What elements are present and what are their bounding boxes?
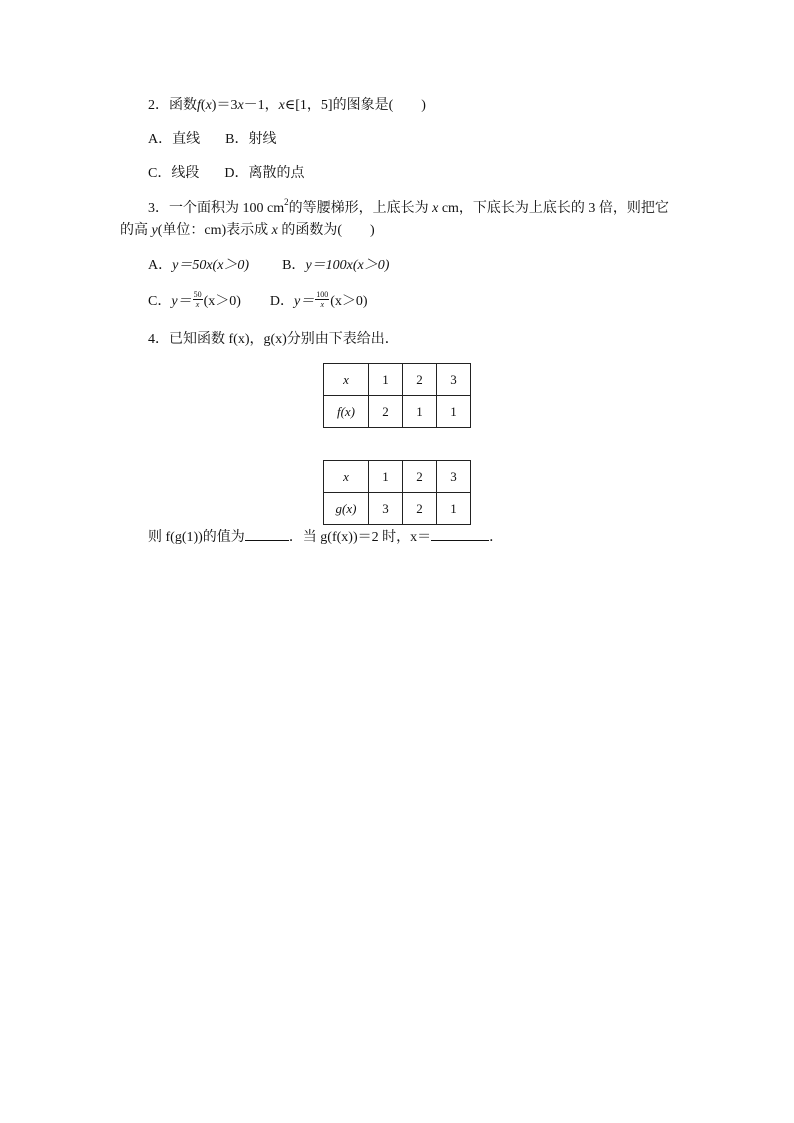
- q2-stem: 2．函数f(x)＝3x－1，x∈[1，5]的图象是( ): [148, 98, 426, 113]
- q2-option-c: C．线段: [148, 166, 200, 181]
- q3-option-a: A．y＝50x(x＞0): [148, 258, 250, 273]
- answer-blank-1[interactable]: [245, 526, 289, 541]
- table-g: [323, 460, 471, 525]
- table-row: x 1 2 3: [324, 364, 471, 396]
- q2-options-ab: [148, 130, 276, 150]
- answer-blank-2[interactable]: [431, 526, 489, 541]
- q4-question: 则 f(g(1))的值为 ．当 g(f(x))＝2 时，x＝ ．: [148, 526, 503, 548]
- q2-option-b: B．射线: [225, 132, 277, 147]
- q3-option-b: B．y＝100x(x＞0): [282, 258, 390, 273]
- q4-stem: 4．已知函数 f(x)，g(x)分别由下表给出．: [148, 332, 399, 347]
- q3-option-d: D．y＝ $\frac{100}{x}$ (x＞0): [269, 290, 368, 310]
- q3-option-c: C．y＝ $\frac{50}{x}$ (x＞0): [148, 290, 241, 310]
- table-row: x 1 2 3: [324, 461, 471, 493]
- q2-option-a: A．直线: [148, 132, 201, 147]
- q2-option-d: D．离散的点: [224, 166, 305, 181]
- table-f: [323, 363, 471, 428]
- fraction-50-over-x: $\frac{50}{x}$: [193, 290, 202, 310]
- table-row: g(x) 3 2 1: [324, 493, 471, 525]
- q3-stem-line2: 的高 y(单位：cm)表示成 x 的函数为( ): [120, 223, 375, 238]
- q3-stem-line1: 3．一个面积为 100 $cm^2$的等腰梯形，上底长为 x cm，下底长为上底长的 3 倍，则把它: [148, 197, 669, 216]
- fraction-100-over-x: $\frac{100}{x}$: [316, 290, 329, 310]
- q3-options-cd: [148, 292, 368, 312]
- q3-options-ab: [148, 256, 389, 276]
- q2-options-cd: [148, 164, 304, 184]
- table-row: f(x) 2 1 1: [324, 396, 471, 428]
